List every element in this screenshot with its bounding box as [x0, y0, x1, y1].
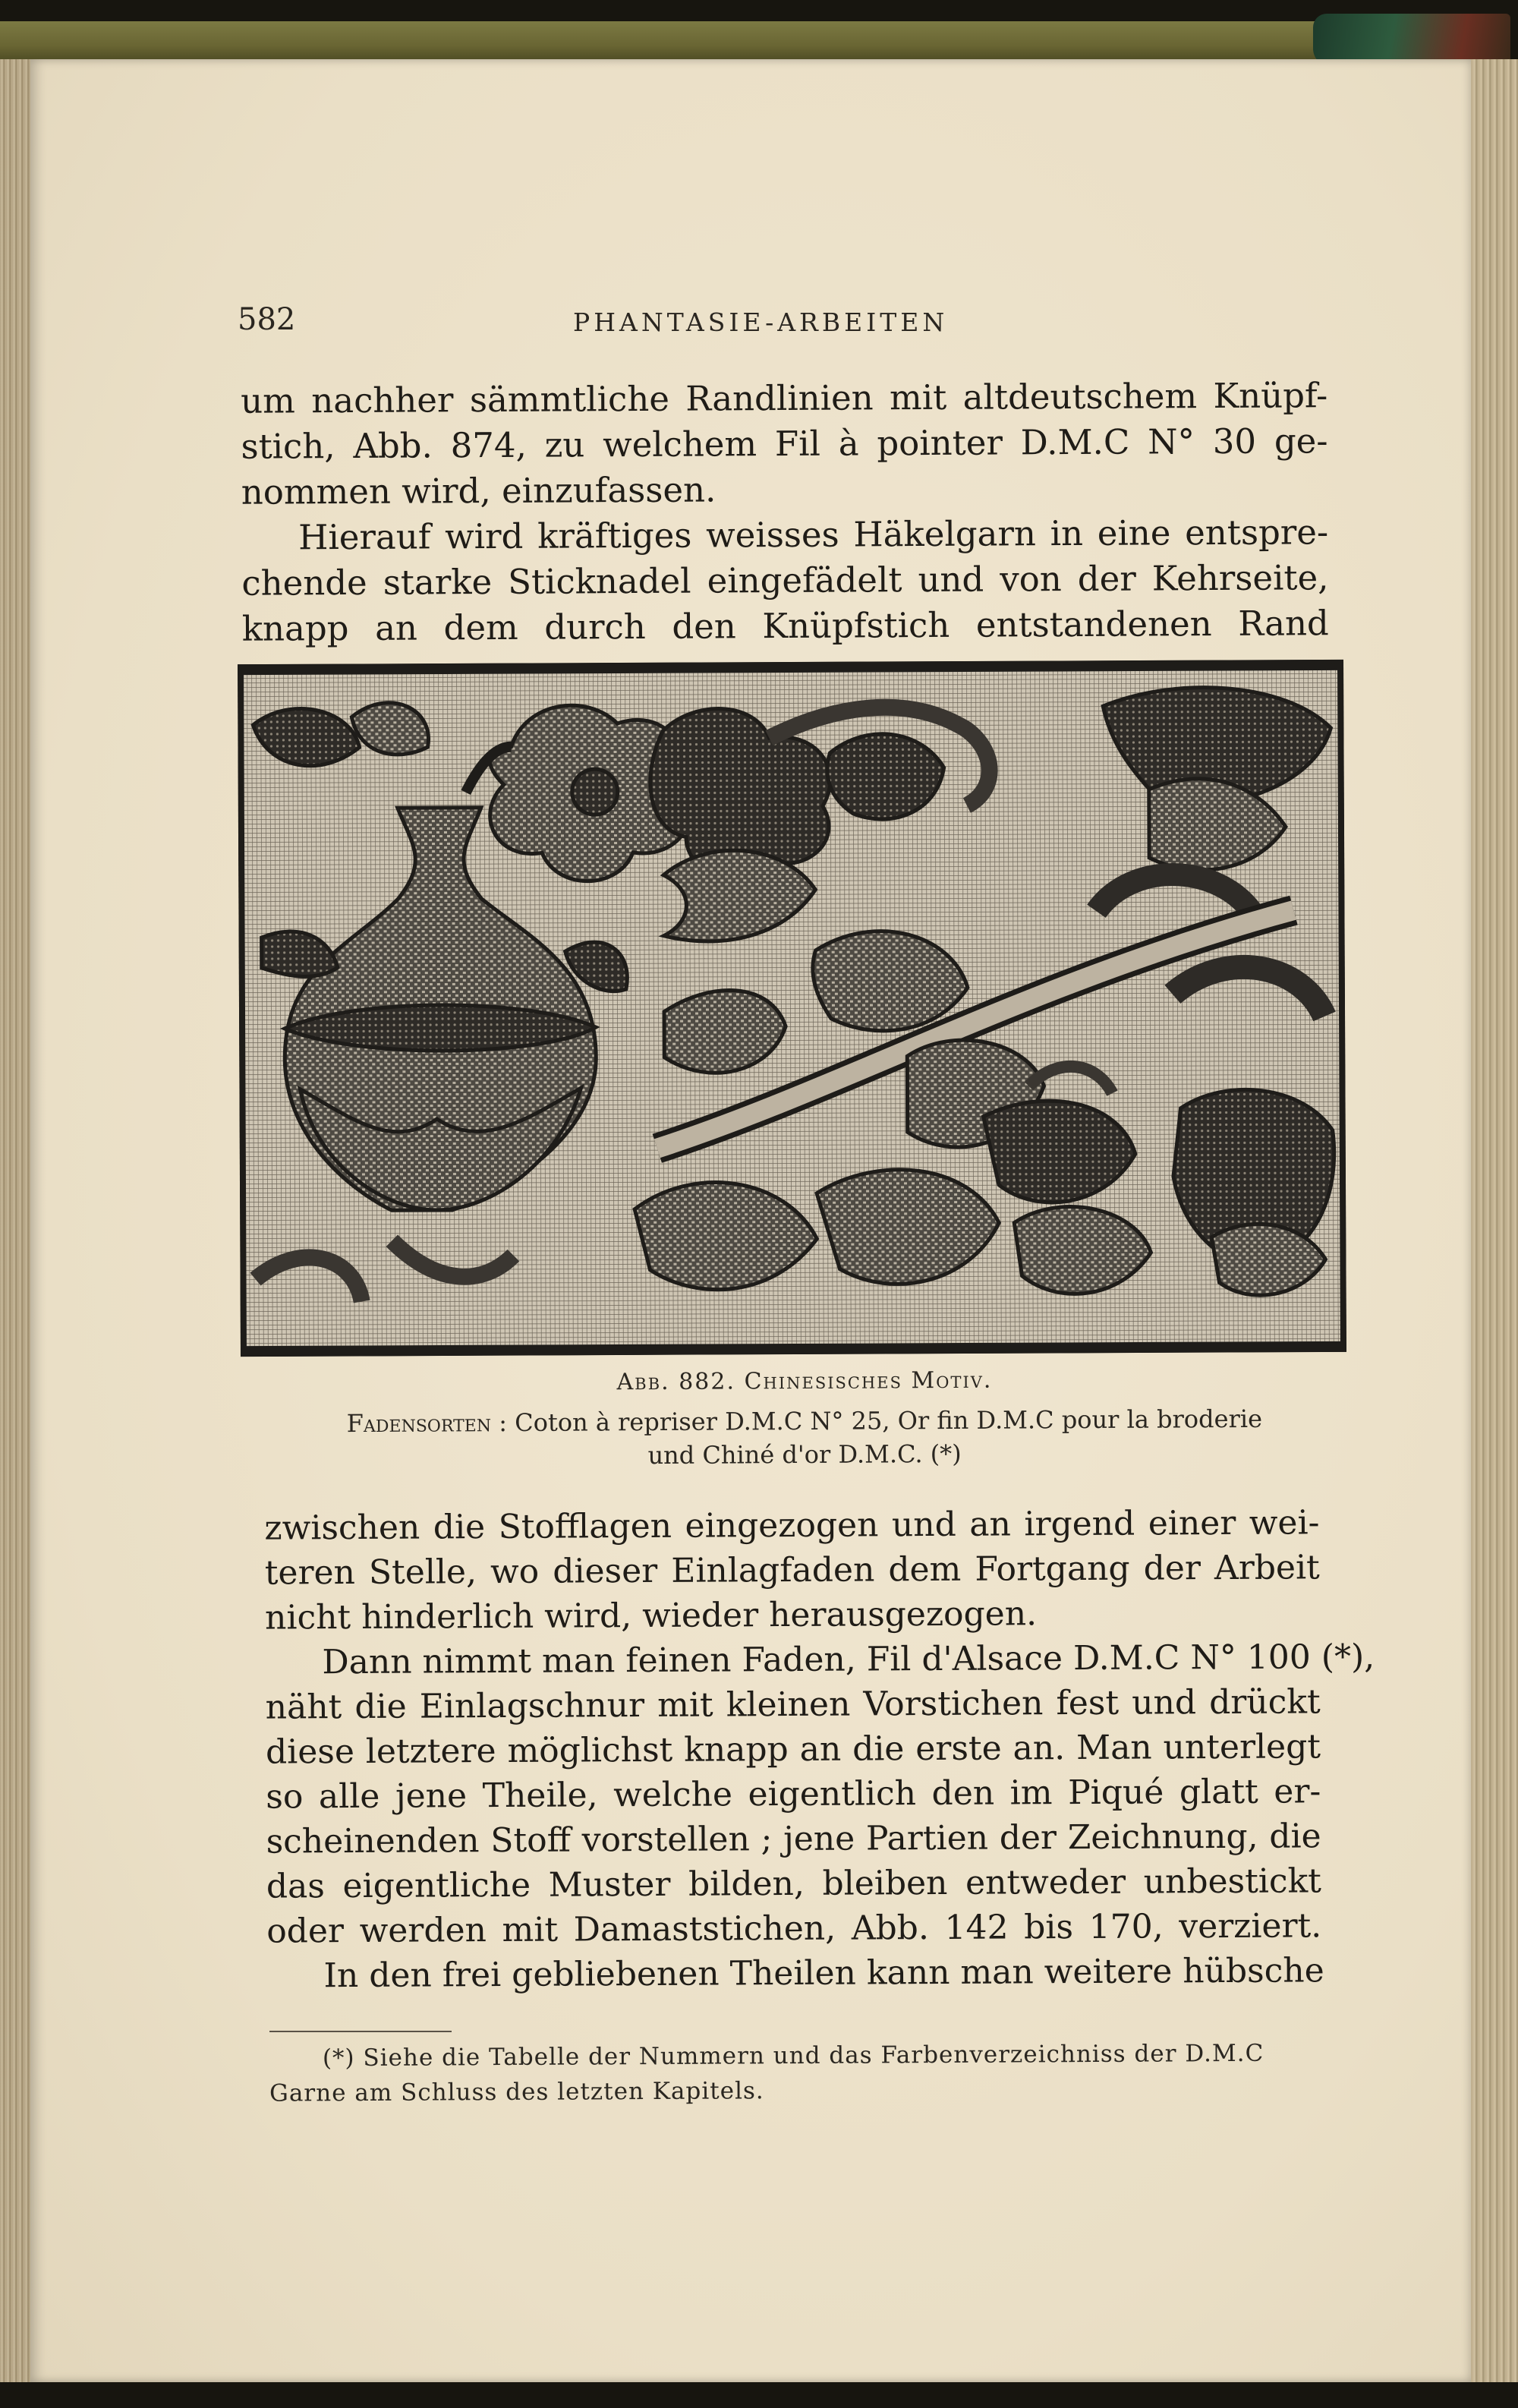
page-number: 582	[238, 302, 296, 337]
footnote-rule	[269, 2031, 452, 2032]
materials-label: Fadensorten	[346, 1408, 492, 1439]
text-line: so alle jene Theile, welche eigentlich den im Piqué glatt er-	[266, 1772, 1321, 1817]
footnote	[269, 2035, 1328, 2110]
book-cover-edge	[0, 21, 1510, 62]
embroidery-illustration	[238, 660, 1346, 1357]
right-page-edges	[1465, 59, 1518, 2382]
text-line: um nachher sämmtliche Randlinien mit altdeutschem Knüpf-	[241, 375, 1328, 421]
text-line: nommen wird, einzufassen.	[241, 469, 716, 512]
text-line: Hierauf wird kräftiges weisses Häkelgarn in eine entspre-	[298, 512, 1329, 558]
body-text-bottom	[264, 1500, 1375, 1998]
left-page-edges	[0, 59, 34, 2382]
text-line: teren Stelle, wo dieser Einlagfaden dem Fortgang der Arbeit	[264, 1548, 1320, 1593]
caption-title: Chinesisches Motiv.	[744, 1366, 993, 1395]
text-line: chende starke Sticknadel eingefädelt und von der Kehrseite,	[241, 557, 1329, 604]
figure-materials	[281, 1401, 1328, 1473]
text-line: näht die Einlagschnur mit kleinen Vorstichen fest und drückt	[265, 1682, 1321, 1727]
running-header: PHANTASIE-ARBEITEN	[573, 307, 949, 337]
caption-label: Abb. 882.	[616, 1368, 736, 1396]
text-line: diese letztere möglichst knapp an die erste an. Man unterlegt	[265, 1727, 1321, 1772]
materials-line-2: und Chiné d'or D.M.C. (*)	[647, 1439, 962, 1470]
text-line: knapp an dem durch den Knüpfstich entstandenen Rand	[241, 603, 1329, 649]
chinese-motif-engraving	[238, 660, 1346, 1357]
text-line: nicht hinderlich wird, wieder herausgezogen.	[264, 1594, 1038, 1637]
text-line: scheinenden Stoff vorstellen ; jene Partien der Zeichnung, die	[266, 1817, 1321, 1861]
body-text-top	[241, 373, 1329, 651]
figure-caption	[281, 1365, 1328, 1397]
text-line: das eigentliche Muster bilden, bleiben entweder unbestickt	[266, 1861, 1322, 1906]
footnote-line-2: Garne am Schluss des letzten Kapitels.	[269, 2077, 764, 2107]
text-line: In den frei gebliebenen Theilen kann man weitere hübsche	[323, 1951, 1324, 1996]
text-line: stich, Abb. 874, zu welchem Fil à pointer D.M.C N° 30 ge-	[241, 421, 1328, 467]
text-line: oder werden mit Damaststichen, Abb. 142 bis 170, verziert.	[266, 1906, 1322, 1951]
footnote-line-1: (*) Siehe die Tabelle der Nummern und das Farbenverzeichniss der D.M.C	[322, 2039, 1264, 2072]
text-line: zwischen die Stofflagen eingezogen und an irgend einer wei-	[264, 1503, 1320, 1548]
materials-line-1: : Coton à repriser D.M.C N° 25, Or fin D.M.C pour la broderie	[499, 1404, 1263, 1438]
text-line: Dann nimmt man feinen Faden, Fil d'Alsace D.M.C N° 100 (*),	[322, 1637, 1375, 1682]
